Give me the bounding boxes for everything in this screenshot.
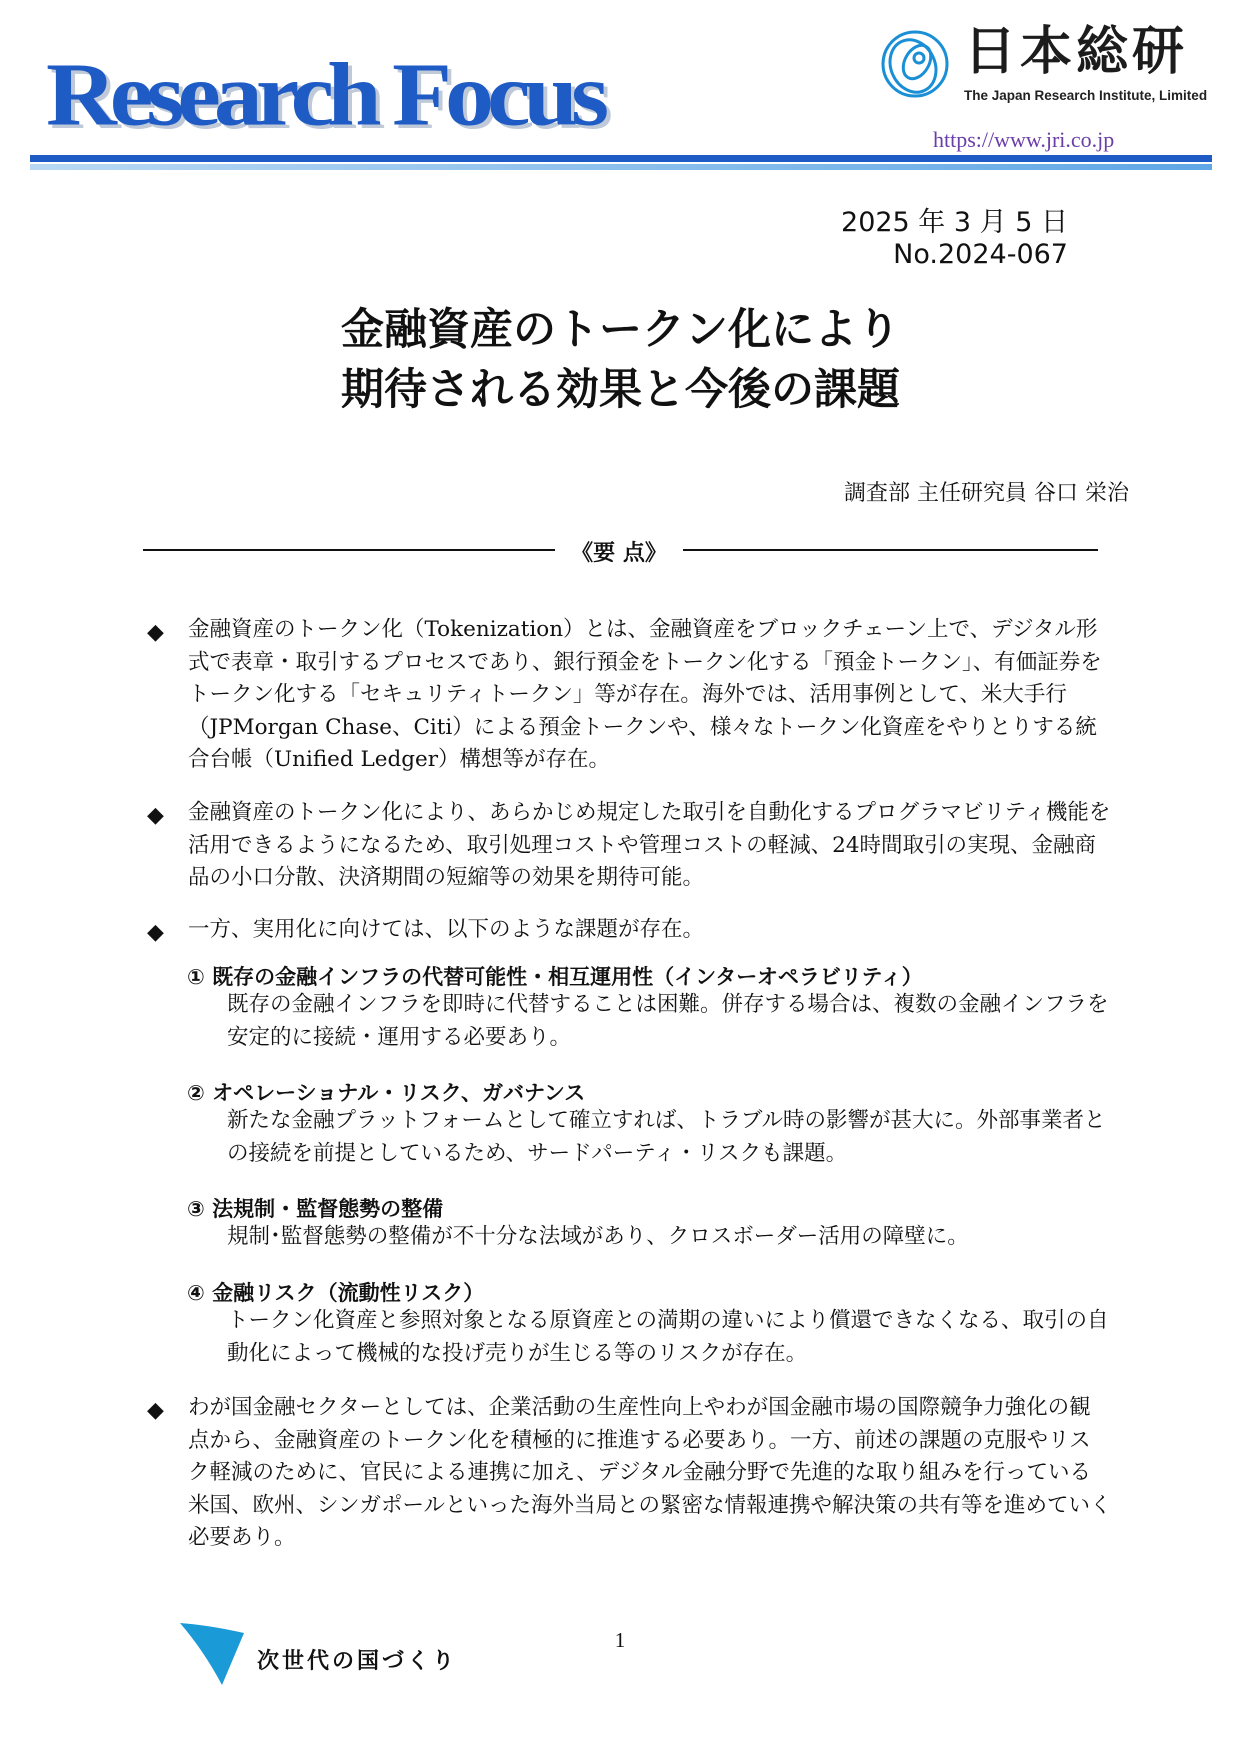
header-rule-gradient	[30, 164, 1212, 170]
bullet-diamond-icon: ◆	[147, 1398, 164, 1423]
issue-2-heading: ② オペレーショナル・リスク、ガバナンス	[187, 1081, 586, 1105]
summary-rule-left	[143, 549, 555, 551]
footer-swoosh-icon	[178, 1621, 248, 1687]
website-link[interactable]: https://www.jri.co.jp	[933, 127, 1115, 152]
issue-3-body: 規制･監督態勢の整備が不十分な法域があり、クロスボーダー活用の障壁に。	[227, 1224, 969, 1249]
author-line: 調査部 主任研究員 谷口 栄治	[844, 481, 1129, 506]
issue-4-heading: ④ 金融リスク（流動性リスク）	[187, 1281, 485, 1305]
bullet-2-text: 金融資産のトークン化により、あらかじめ規定した取引を自動化するプログラマビリティ機能を活用できるようになるため、取引処理コストや管理コストの軽減、24時間取引の実現、金融商品の小口分散、決済期間の短縮等の効果を期待可能。	[188, 800, 1111, 890]
company-subtitle: The Japan Research Institute, Limited	[964, 88, 1208, 103]
brand-logo-text: Research Focus	[46, 45, 603, 145]
issue-1-heading: ① 既存の金融インフラの代替可能性・相互運用性（インターオペラビリティ）	[187, 965, 923, 989]
page-number: 1	[614, 1628, 626, 1652]
summary-rule-right	[683, 549, 1098, 551]
bullet-diamond-icon: ◆	[147, 620, 164, 645]
issue-2-body: 新たな金融プラットフォームとして確立すれば、トラブル時の影響が甚大に。外部事業者との接続を前提としているため、サードパーティ・リスクも課題。	[227, 1108, 1106, 1166]
issue-4-body: トークン化資産と参照対象となる原資産との満期の違いにより償還できなくなる、取引の自動化によって機械的な投げ売りが生じる等のリスクが存在。	[227, 1308, 1109, 1366]
document-number: No.2024-067	[893, 239, 1068, 270]
title-line-2: 期待される効果と今後の課題	[341, 365, 900, 415]
bullet-diamond-icon: ◆	[147, 803, 164, 828]
title-line-1: 金融資産のトークン化により	[341, 305, 900, 355]
bullet-4-text: わが国金融セクターとしては、企業活動の生産性向上やわが国金融市場の国際競争力強化の観点から、金融資産のトークン化を積極的に推進する必要あり。一方、前述の課題の克服やリスク軽減のために、官民による連携に加え、デジタル金融分野で先進的な取り組みを行っている米国、欧州、シンガポールといった海外当局との緊密な情報連携や解決策の共有等を進めていく必要あり。	[188, 1395, 1112, 1550]
issue-3-heading: ③ 法規制・監督態勢の整備	[187, 1197, 444, 1221]
issue-date: 2025 年 3 月 5 日	[841, 207, 1068, 238]
bullet-3-text: 一方、実用化に向けては、以下のような課題が存在。	[188, 917, 705, 942]
summary-heading: 《要 点》	[571, 541, 667, 566]
jri-logo-icon	[879, 28, 951, 100]
issue-1-body: 既存の金融インフラを即時に代替することは困難。併存する場合は、複数の金融インフラを安定的に接続・運用する必要あり。	[227, 992, 1109, 1050]
company-name: 日本総研	[964, 22, 1189, 82]
footer-slogan: 次世代の国づくり	[257, 1649, 458, 1674]
header-rule-primary	[30, 155, 1212, 162]
bullet-diamond-icon: ◆	[147, 920, 164, 945]
bullet-1-text: 金融資産のトークン化（Tokenization）とは、金融資産をブロックチェーン上で、デジタル形式で表章・取引するプロセスであり、銀行預金をトークン化する「預金トークン」、有価証券をトークン化する「セキュリティトークン」等が存在。海外では、活用事例として、米大手行（JPMorgan Chase、Citi）による預金トークンや、様々なトークン化資産をやりとりする統合台帳（Unified Ledger）構想等が存在。	[188, 617, 1102, 772]
